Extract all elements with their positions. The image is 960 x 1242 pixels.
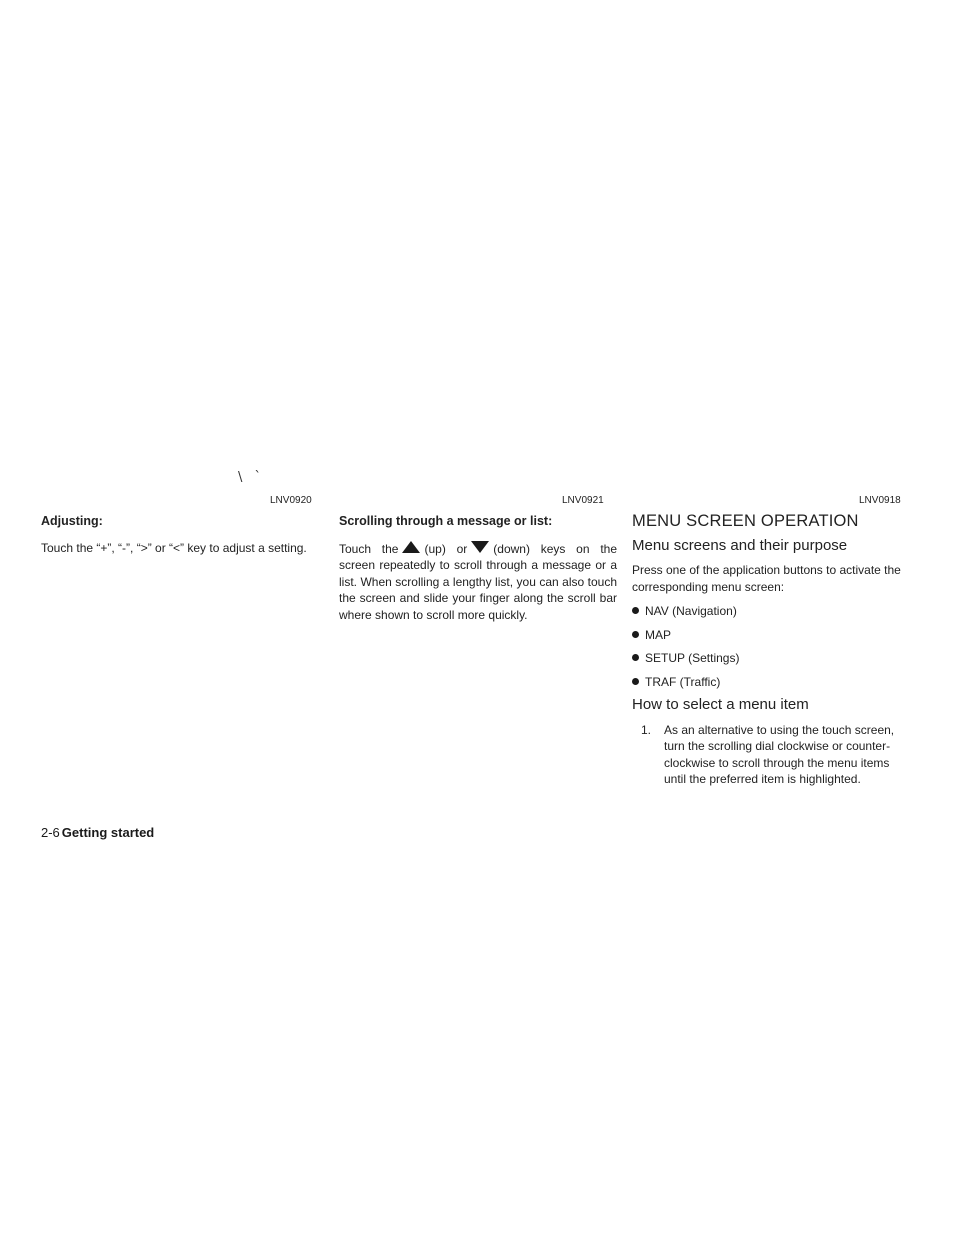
section-name: Getting started	[61, 825, 155, 840]
section-title: MENU SCREEN OPERATION	[632, 512, 859, 530]
triangle-up-icon	[401, 540, 421, 554]
list-item: MAP	[632, 627, 914, 644]
list-item: NAV (Navigation)	[632, 603, 914, 620]
list-item: SETUP (Settings)	[632, 650, 914, 667]
step-text: As an alternative to using the touch screen, turn the scrolling dial clockwise or counter-clockwise to scroll through the menu items until the preferred item is highlighted.	[664, 722, 895, 786]
bullet-icon	[632, 607, 639, 614]
figure-code-1: LNV0920	[270, 495, 312, 506]
menu-intro: Press one of the application buttons to activate the corresponding menu screen:	[632, 563, 901, 594]
scrolling-body-rest: the screen repeatedly to scroll through a message or a list. When scrolling a lengthy list, you can also touch the screen and slide your finger along the scroll bar where shown to scroll more quickly.	[339, 541, 618, 622]
bullet-icon	[632, 654, 639, 661]
bullet-icon	[632, 631, 639, 638]
subsection-title-menu-screens: Menu screens and their purpose	[632, 536, 848, 554]
scrolling-body-start: Touch the	[339, 541, 399, 556]
step-item	[632, 722, 914, 788]
steps-list	[632, 722, 914, 788]
page-number: 2-6	[41, 825, 60, 840]
step-number: 1.	[641, 722, 652, 737]
up-label: (up) or	[424, 541, 468, 556]
scrolling-body	[339, 540, 617, 624]
page-footer	[41, 825, 154, 840]
triangle-down-icon	[470, 540, 490, 554]
scrolling-heading: Scrolling through a message or list:	[339, 514, 553, 528]
column-menu-screen	[632, 513, 914, 788]
adjusting-body: Touch the “+”, “-”, “>” or “<” key to adjust a setting.	[41, 540, 307, 555]
bullet-icon	[632, 678, 639, 685]
column-adjusting	[41, 513, 319, 556]
column-scrolling	[339, 513, 617, 623]
figure-code-2: LNV0921	[562, 495, 604, 506]
subsection-title-select-item: How to select a menu item	[632, 696, 809, 713]
adjusting-heading: Adjusting:	[41, 514, 103, 528]
figure-code-3: LNV0918	[859, 495, 901, 506]
list-item: TRAF (Traffic)	[632, 674, 914, 691]
figure-stray-mark: \ `	[238, 470, 266, 485]
menu-list	[632, 603, 914, 690]
down-label: (down) keys on	[493, 541, 590, 556]
